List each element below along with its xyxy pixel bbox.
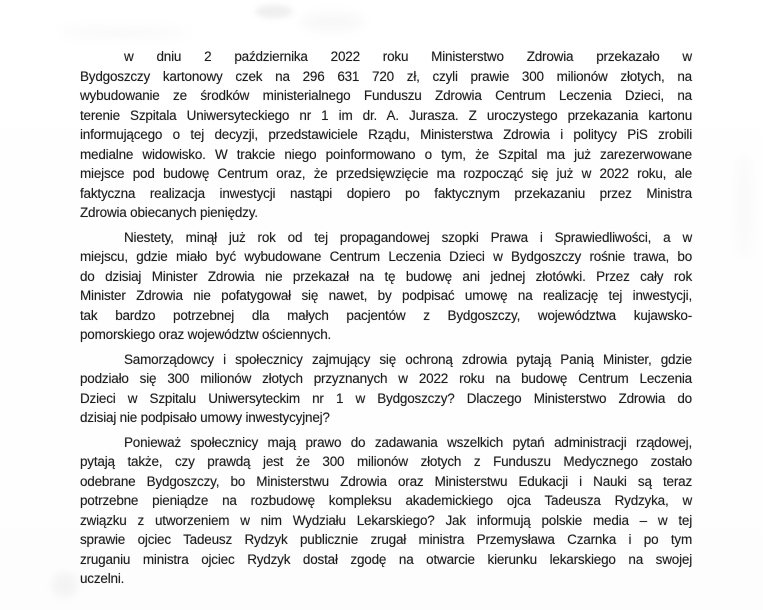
text-line: Minister Zdrowia nie pofatygował się nawet, by podpisać umowę na realizację tej inwestycji, — [80, 288, 692, 303]
scan-artifact — [735, 150, 753, 260]
text-line: Zdrowia obiecanych pieniędzy. — [80, 205, 258, 220]
text-line: miejsce pod budowę Centrum oraz, że przedsięwzięcie ma rozpocząć się już w 2022 roku, ale — [80, 166, 692, 181]
document-body — [80, 47, 692, 594]
text-line: Bydgoszczy kartonowy czek na 296 631 720 zł, czyli prawie 300 milionów złotych, na — [80, 68, 692, 84]
text-line: pytają także, czy prawdą jest że 300 milionów złotych z Funduszu Medycznego zostało — [80, 454, 692, 469]
text-line: Samorządowcy i społecznicy zajmujący się ochroną zdrowia pytają Panią Minister, gdzie — [124, 351, 692, 367]
text-line: podziało się 300 milionów złotych przyznanych w 2022 roku na budowę Centrum Leczenia — [80, 371, 692, 386]
paragraph — [80, 433, 692, 589]
text-line: terenie Szpitala Uniwersyteckiego nr 1 im dr. A. Jurasza. Z uroczystego przekazania kartonu — [80, 107, 692, 123]
text-line: miejscu, gdzie miało być wybudowane Centrum Leczenia Dzieci w Bydgoszczy rośnie trawa, bo — [80, 249, 692, 264]
text-line: odebrane Bydgoszczy, bo Ministerstwu Zdrowia oraz Ministerstwu Edukacji i Nauki są teraz — [80, 473, 692, 489]
scan-artifact — [58, 27, 188, 38]
text-line: pomorskiego oraz województw ościennych. — [80, 327, 332, 342]
paragraph — [80, 350, 692, 428]
scan-artifact — [255, 5, 293, 18]
paragraph — [80, 47, 692, 223]
text-line: zruganiu ministra ojciec Rydzyk dostał zgodę na otwarcie kierunku lekarskiego na swojej — [80, 551, 692, 567]
text-line: Niestety, minął już rok od tej propagandowej szopki Prawa i Sprawiedliwości, a w — [124, 229, 692, 245]
text-line: medialne widowisko. W trakcie niego poinformowano o tym, że Szpital ma już zarezerwowane — [80, 146, 692, 162]
scan-artifact — [52, 572, 78, 598]
text-line: dzisiaj nie podpisało umowy inwestycyjnej? — [80, 410, 330, 425]
text-line: wybudowanie ze środków ministerialnego Funduszu Zdrowia Centrum Leczenia Dzieci, na — [80, 88, 692, 103]
text-line: do dzisiaj Minister Zdrowia nie przekazał na tę budowę ani jednej złotówki. Przez cały rok — [80, 268, 692, 284]
text-line: Ponieważ społecznicy mają prawo do zadawania wszelkich pytań administracji rządowej, — [124, 434, 692, 450]
text-line: sprawie ojciec Tadeusz Rydzyk publicznie zrugał ministra Przemysława Czarnka i po tym — [80, 532, 692, 547]
text-line: faktyczna realizacja inwestycji nastąpi dopiero po faktycznym przekazaniu przez Ministra — [80, 185, 692, 201]
text-line: uczelni. — [80, 571, 125, 586]
text-line: Dzieci w Szpitalu Uniwersyteckim nr 1 w Bydgoszczy? Dlaczego Ministerstwo Zdrowia do — [80, 390, 692, 406]
text-line: informującego o tej decyzji, przedstawiciele Rządu, Ministerstwa Zdrowia i politycy PiS zrobili — [80, 127, 692, 142]
text-line: w dniu 2 października 2022 roku Ministerstwo Zdrowia przekazało w — [124, 49, 692, 64]
paragraph — [80, 228, 692, 345]
scan-artifact — [300, 12, 364, 32]
text-line: potrzebne pieniądze na rozbudowę kompleksu akademickiego ojca Tadeusza Rydzyka, w — [80, 493, 692, 508]
text-line: związku z utworzeniem w nim Wydziału Lekarskiego? Jak informują polskie media – w tej — [80, 512, 692, 528]
text-line: tak bardzo potrzebnej dla małych pacjentów z Bydgoszczy, województwa kujawsko- — [80, 307, 692, 323]
